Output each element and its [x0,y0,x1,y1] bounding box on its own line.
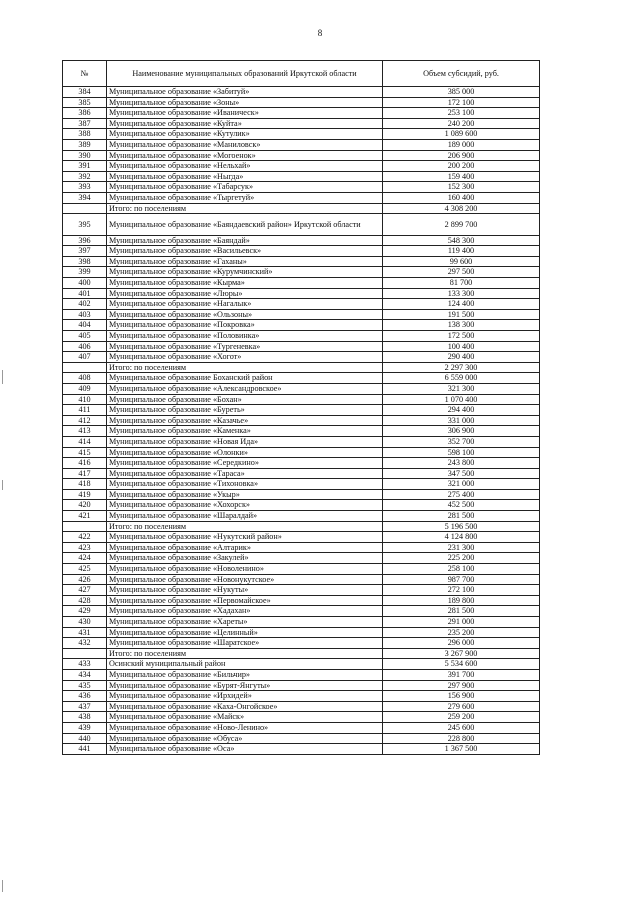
row-number: 396 [63,235,107,246]
header-num: № [63,61,107,87]
row-name: Итого: по поселениям [107,648,383,659]
table-row [63,373,540,384]
row-name: Муниципальное образование «Каменка» [107,426,383,437]
table-row [63,256,540,267]
row-amount: 240 200 [383,118,540,129]
table-row [63,139,540,150]
row-name: Муниципальное образование «Курумчинский» [107,267,383,278]
row-number: 394 [63,192,107,203]
row-name: Муниципальное образование «Кырма» [107,278,383,289]
table-row [63,87,540,98]
table-row [63,553,540,564]
row-number: 386 [63,108,107,119]
row-name: Муниципальное образование «Бохан» [107,394,383,405]
row-number: 419 [63,489,107,500]
row-number: 399 [63,267,107,278]
row-amount: 231 300 [383,542,540,553]
row-amount: 258 100 [383,564,540,575]
table-row [63,701,540,712]
row-amount: 99 600 [383,256,540,267]
row-name: Муниципальное образование «Маниловск» [107,139,383,150]
row-amount: 281 500 [383,606,540,617]
table-row [63,362,540,373]
row-number: 388 [63,129,107,140]
row-amount: 119 400 [383,246,540,257]
row-amount: 331 000 [383,415,540,426]
table-row [63,192,540,203]
table-row [63,648,540,659]
table-row [63,436,540,447]
row-name: Муниципальное образование «Ользоны» [107,309,383,320]
table-row [63,722,540,733]
row-number: 409 [63,383,107,394]
row-amount: 279 600 [383,701,540,712]
table-row [63,617,540,628]
row-amount: 4 124 800 [383,532,540,543]
table-row [63,627,540,638]
row-amount: 321 000 [383,479,540,490]
row-name: Муниципальное образование «Майск» [107,712,383,723]
row-number [63,521,107,532]
row-number: 440 [63,733,107,744]
row-name: Муниципальное образование «Середкино» [107,458,383,469]
row-amount: 391 700 [383,669,540,680]
row-name: Муниципальное образование «Ирхидей» [107,691,383,702]
row-name: Муниципальное образование «Нагалык» [107,299,383,310]
row-name: Муниципальное образование «Покровка» [107,320,383,331]
row-number: 431 [63,627,107,638]
row-amount: 2 297 300 [383,362,540,373]
row-name: Муниципальное образование «Закулей» [107,553,383,564]
table-row [63,574,540,585]
row-number: 404 [63,320,107,331]
row-number: 424 [63,553,107,564]
row-number: 438 [63,712,107,723]
row-amount: 189 000 [383,139,540,150]
page-number: 8 [317,28,323,38]
row-number: 418 [63,479,107,490]
table-row [63,383,540,394]
row-amount: 306 900 [383,426,540,437]
row-amount: 152 300 [383,182,540,193]
table-row [63,458,540,469]
row-name: Муниципальное образование «Забитуй» [107,87,383,98]
row-amount: 598 100 [383,447,540,458]
table-row [63,129,540,140]
header-name: Наименование муниципальных образований Иркутской области [107,61,383,87]
row-name: Муниципальное образование «Зоны» [107,97,383,108]
row-name: Муниципальное образование «Новонукутское» [107,574,383,585]
row-name: Муниципальное образование «Новая Ида» [107,436,383,447]
row-amount: 191 500 [383,309,540,320]
row-amount: 272 100 [383,585,540,596]
row-name: Муниципальное образование «Хадахан» [107,606,383,617]
table-row [63,500,540,511]
row-number: 384 [63,87,107,98]
row-number [63,362,107,373]
table-row [63,246,540,257]
row-number: 426 [63,574,107,585]
row-number: 422 [63,532,107,543]
table-row [63,468,540,479]
row-number: 385 [63,97,107,108]
margin-mark [2,880,3,892]
row-name: Муниципальное образование «Шаралдай» [107,511,383,522]
row-name: Муниципальное образование «Нельхай» [107,161,383,172]
row-amount: 138 300 [383,320,540,331]
row-number: 415 [63,447,107,458]
subsidy-table [62,60,540,755]
table-row [63,733,540,744]
table-row [63,267,540,278]
table-row [63,330,540,341]
row-number: 391 [63,161,107,172]
table-row [63,595,540,606]
row-number: 405 [63,330,107,341]
table-row [63,669,540,680]
table-row [63,691,540,702]
row-amount: 133 300 [383,288,540,299]
row-name: Муниципальное образование Боханский район [107,373,383,384]
row-amount: 189 800 [383,595,540,606]
row-amount: 206 900 [383,150,540,161]
row-number: 421 [63,511,107,522]
table-row [63,118,540,129]
row-amount: 1 089 600 [383,129,540,140]
row-name: Муниципальное образование «Хогот» [107,352,383,363]
row-amount: 5 534 600 [383,659,540,670]
row-number: 434 [63,669,107,680]
row-amount: 987 700 [383,574,540,585]
margin-mark [2,370,3,384]
row-amount: 200 200 [383,161,540,172]
table-row [63,214,540,236]
table-row [63,638,540,649]
table-row [63,521,540,532]
row-amount: 275 400 [383,489,540,500]
row-name: Муниципальное образование «Шаратское» [107,638,383,649]
table-row [63,659,540,670]
row-amount: 235 200 [383,627,540,638]
row-name: Муниципальное образование «Хохорск» [107,500,383,511]
row-name: Муниципальное образование «Баяндай» [107,235,383,246]
row-number: 397 [63,246,107,257]
row-amount: 100 400 [383,341,540,352]
table-row [63,415,540,426]
row-amount: 452 500 [383,500,540,511]
row-amount: 321 300 [383,383,540,394]
row-number: 412 [63,415,107,426]
row-number: 428 [63,595,107,606]
table-row [63,203,540,214]
row-number: 408 [63,373,107,384]
row-amount: 159 400 [383,171,540,182]
row-name: Муниципальное образование «Новоленино» [107,564,383,575]
row-name: Муниципальное образование «Люры» [107,288,383,299]
row-name: Итого: по поселениям [107,362,383,373]
row-number: 389 [63,139,107,150]
row-amount: 6 559 000 [383,373,540,384]
row-amount: 1 367 500 [383,744,540,755]
row-amount: 294 400 [383,405,540,416]
row-number: 398 [63,256,107,267]
row-amount: 253 100 [383,108,540,119]
table-row [63,288,540,299]
row-number: 393 [63,182,107,193]
row-amount: 352 700 [383,436,540,447]
table-header-row [63,61,540,87]
row-number: 400 [63,278,107,289]
row-number: 390 [63,150,107,161]
margin-mark [2,480,3,490]
row-name: Муниципальное образование «Укыр» [107,489,383,500]
table-row [63,278,540,289]
header-amount: Объем субсидий, руб. [383,61,540,87]
table-row [63,585,540,596]
table-row [63,712,540,723]
row-number [63,648,107,659]
row-amount: 4 308 200 [383,203,540,214]
table-row [63,150,540,161]
row-number: 407 [63,352,107,363]
row-amount: 291 000 [383,617,540,628]
row-name: Итого: по поселениям [107,203,383,214]
row-amount: 172 100 [383,97,540,108]
row-name: Муниципальное образование «Оса» [107,744,383,755]
row-name: Муниципальное образование «Гаханы» [107,256,383,267]
row-name: Муниципальное образование «Табарсук» [107,182,383,193]
row-number: 402 [63,299,107,310]
table-row [63,680,540,691]
row-number: 427 [63,585,107,596]
row-number: 413 [63,426,107,437]
table-row [63,564,540,575]
table-row [63,489,540,500]
row-amount: 1 070 400 [383,394,540,405]
row-number: 417 [63,468,107,479]
row-amount: 259 200 [383,712,540,723]
table-row [63,447,540,458]
row-name: Муниципальное образование «Алтарик» [107,542,383,553]
row-amount: 225 200 [383,553,540,564]
row-number: 401 [63,288,107,299]
row-amount: 228 800 [383,733,540,744]
row-amount: 281 500 [383,511,540,522]
table-body [63,87,540,755]
row-number: 433 [63,659,107,670]
table-row [63,161,540,172]
table-row [63,235,540,246]
row-amount: 297 900 [383,680,540,691]
row-number: 430 [63,617,107,628]
row-amount: 385 000 [383,87,540,98]
row-number: 406 [63,341,107,352]
row-name: Муниципальное образование «Александровское» [107,383,383,394]
row-name: Муниципальное образование «Казачье» [107,415,383,426]
row-name: Муниципальное образование «Кутулик» [107,129,383,140]
table-row [63,171,540,182]
row-name: Муниципальное образование «Тараса» [107,468,383,479]
table-row [63,542,540,553]
row-number: 416 [63,458,107,469]
row-amount: 81 700 [383,278,540,289]
row-name: Муниципальное образование «Бильчир» [107,669,383,680]
row-name: Муниципальное образование «Нукуты» [107,585,383,596]
row-name: Муниципальное образование «Тургеневка» [107,341,383,352]
row-amount: 160 400 [383,192,540,203]
row-name: Муниципальное образование «Куйта» [107,118,383,129]
row-amount: 548 300 [383,235,540,246]
row-name: Муниципальное образование «Каха-Онгойское» [107,701,383,712]
row-number: 420 [63,500,107,511]
row-number [63,203,107,214]
row-amount: 297 500 [383,267,540,278]
row-number: 425 [63,564,107,575]
row-amount: 245 600 [383,722,540,733]
row-number: 387 [63,118,107,129]
row-name: Муниципальное образование «Тихоновка» [107,479,383,490]
table-row [63,405,540,416]
table-row [63,108,540,119]
row-number: 411 [63,405,107,416]
table-row [63,744,540,755]
row-name: Итого: по поселениям [107,521,383,532]
table-row [63,309,540,320]
row-number: 439 [63,722,107,733]
row-number: 429 [63,606,107,617]
row-name: Муниципальное образование «Ново-Ленино» [107,722,383,733]
row-name: Муниципальное образование «Первомайское» [107,595,383,606]
row-amount: 347 500 [383,468,540,479]
row-number: 423 [63,542,107,553]
row-name: Муниципальное образование «Ныгда» [107,171,383,182]
row-name: Муниципальное образование «Тыргетуй» [107,192,383,203]
table-row [63,532,540,543]
row-amount: 3 267 900 [383,648,540,659]
table-row [63,97,540,108]
row-name: Осинский муниципальный район [107,659,383,670]
table-row [63,352,540,363]
table-row [63,182,540,193]
row-amount: 296 000 [383,638,540,649]
table-row [63,606,540,617]
row-number: 395 [63,214,107,236]
row-name: Муниципальное образование «Буреть» [107,405,383,416]
row-name: Муниципальное образование «Нукутский район» [107,532,383,543]
row-name: Муниципальное образование «Обуса» [107,733,383,744]
row-amount: 2 899 700 [383,214,540,236]
row-number: 435 [63,680,107,691]
row-name: Муниципальное образование «Олонки» [107,447,383,458]
row-number: 432 [63,638,107,649]
row-name: Муниципальное образование «Васильевск» [107,246,383,257]
row-number: 436 [63,691,107,702]
row-amount: 243 800 [383,458,540,469]
row-name: Муниципальное образование «Могоенок» [107,150,383,161]
row-number: 410 [63,394,107,405]
table-row [63,320,540,331]
row-number: 437 [63,701,107,712]
row-amount: 5 196 500 [383,521,540,532]
row-number: 392 [63,171,107,182]
row-amount: 290 400 [383,352,540,363]
table-row [63,341,540,352]
row-name: Муниципальное образование «Половинка» [107,330,383,341]
table-row [63,394,540,405]
row-name: Муниципальное образование «Иваническ» [107,108,383,119]
row-number: 441 [63,744,107,755]
table-row [63,299,540,310]
row-number: 414 [63,436,107,447]
row-number: 403 [63,309,107,320]
table-row [63,479,540,490]
row-name: Муниципальное образование «Бурят-Янгуты» [107,680,383,691]
row-name: Муниципальное образование «Баяндаевский район» Иркутской области [107,214,383,236]
row-name: Муниципальное образование «Хареты» [107,617,383,628]
row-name: Муниципальное образование «Целинный» [107,627,383,638]
row-amount: 172 500 [383,330,540,341]
table-row [63,511,540,522]
row-amount: 124 400 [383,299,540,310]
row-amount: 156 900 [383,691,540,702]
table-row [63,426,540,437]
